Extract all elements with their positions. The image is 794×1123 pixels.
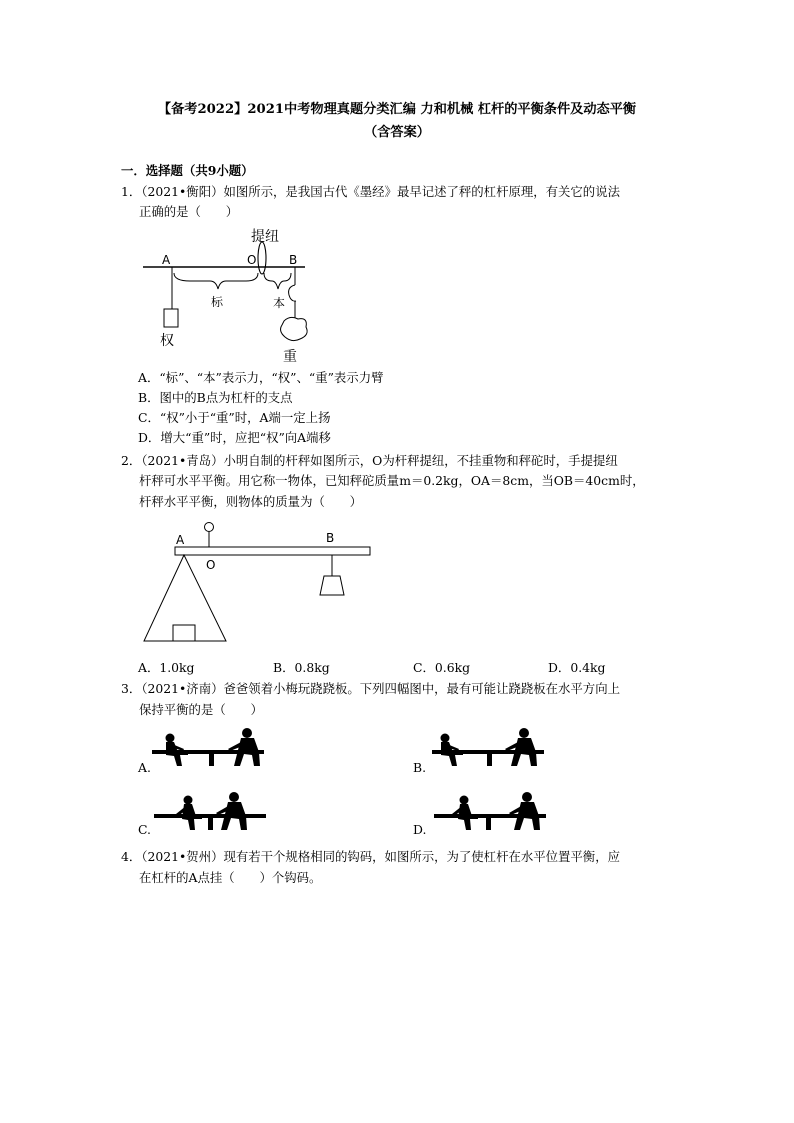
q3-option-b: B. bbox=[413, 760, 427, 775]
q1-label-A: A bbox=[162, 253, 171, 267]
q3-seesaw-c bbox=[150, 792, 275, 837]
q2-option-b: B．0.8kg bbox=[273, 660, 330, 675]
q3-option-d: D. bbox=[413, 822, 427, 837]
doc-title-line1: 【备考2022】2021中考物理真题分类汇编 力和机械 杠杆的平衡条件及动态平衡 bbox=[157, 102, 637, 117]
q1-label-B: B bbox=[289, 253, 298, 267]
q4-stem-line1: 4．（2021•贺州）现有若干个规格相同的钩码，如图所示，为了使杠杆在水平位置平衡，应 bbox=[121, 849, 620, 864]
q2-stem-line1: 2．（2021•青岛）小明自制的杆秤如图所示，O为杆秤提纽，不挂重物和秤砣时，手提提纽 bbox=[121, 453, 618, 468]
section-heading: 一．选择题（共9小题） bbox=[121, 163, 254, 178]
q3-stem-line2: 保持平衡的是（ ） bbox=[139, 702, 263, 717]
q3-seesaw-d bbox=[430, 792, 555, 837]
q1-stem-line1: 1．（2021•衡阳）如图所示，是我国古代《墨经》最早记述了秤的杠杆原理，有关它的说法 bbox=[121, 184, 620, 199]
q1-label-biao: 标 bbox=[211, 295, 224, 309]
q3-stem-line1: 3．（2021•济南）爸爸领着小梅玩跷跷板。下列四幅图中，最有可能让跷跷板在水平方向上 bbox=[121, 681, 620, 696]
q2-label-A: A bbox=[176, 533, 185, 547]
q3-seesaw-a bbox=[148, 728, 273, 773]
q2-option-a: A．1.0kg bbox=[138, 660, 195, 675]
q2-stem-line2: 杆秤可水平平衡。用它称一物体，已知秤砣质量m＝0.2kg，OA＝8cm，当OB＝40cm时， bbox=[139, 473, 645, 488]
q1-label-O: O bbox=[247, 253, 257, 267]
q2-option-d: D．0.4kg bbox=[548, 660, 606, 675]
q4-stem-line2: 在杠杆的A点挂（ ）个钩码。 bbox=[139, 870, 322, 885]
q3-option-c: C. bbox=[138, 822, 151, 837]
doc-title-line2: （含答案） bbox=[364, 125, 430, 140]
q1-label-quan: 权 bbox=[160, 333, 174, 349]
q1-label-ben: 本 bbox=[273, 296, 286, 310]
q2-label-O: O bbox=[206, 558, 216, 572]
q1-option-b: B．图中的B点为杠杆的支点 bbox=[138, 390, 293, 405]
q1-label-zhong: 重 bbox=[283, 349, 297, 365]
q3-seesaw-b bbox=[428, 728, 553, 773]
q1-steelyard-figure bbox=[138, 225, 318, 365]
q1-option-c: C．“权”小于“重”时，A端一定上扬 bbox=[138, 410, 331, 425]
q1-option-d: D．增大“重”时，应把“权”向A端移 bbox=[138, 430, 331, 445]
q1-option-a: A．“标”、“本”表示力，“权”、“重”表示力臂 bbox=[138, 370, 384, 385]
q3-option-a: A. bbox=[138, 760, 151, 775]
q2-option-c: C．0.6kg bbox=[413, 660, 471, 675]
q1-label-tiniu: 提纽 bbox=[251, 229, 279, 245]
q2-label-B: B bbox=[326, 531, 335, 545]
q2-steelyard-figure bbox=[140, 518, 376, 646]
q1-stem-line2: 正确的是（ ） bbox=[139, 204, 239, 219]
q2-stem-line3: 杆秤水平平衡，则物体的质量为（ ） bbox=[139, 494, 363, 509]
